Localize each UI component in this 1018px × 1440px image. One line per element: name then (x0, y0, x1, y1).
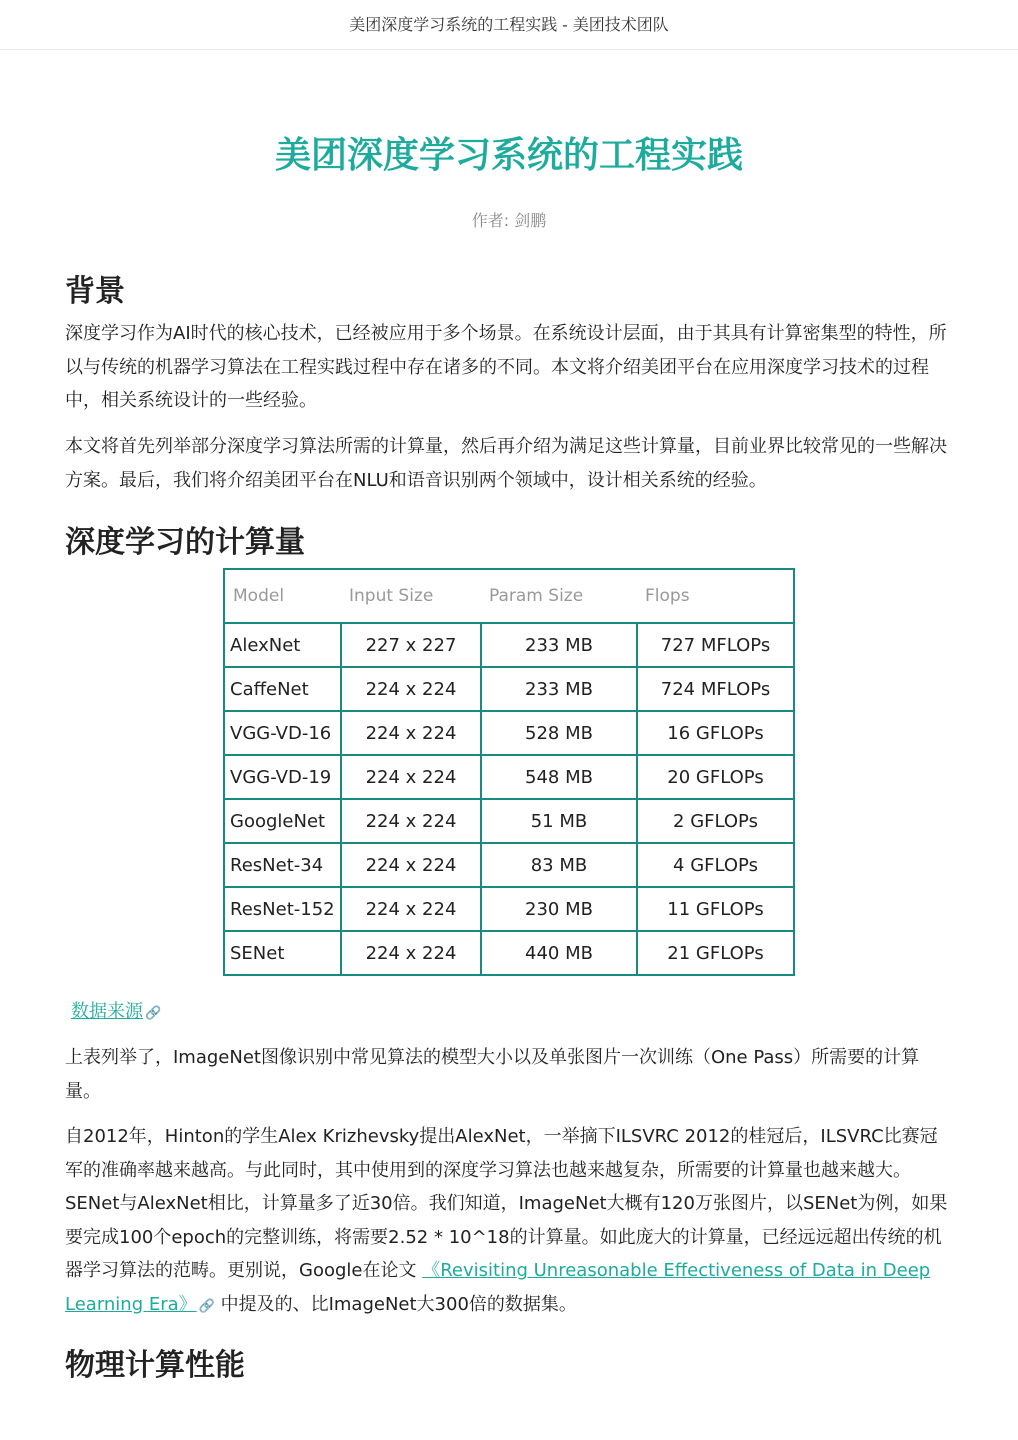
section-heading-background: 背景 (65, 274, 125, 309)
table-cell: 20 GFLOPs (637, 755, 794, 799)
paragraph-background-2: 本文将首先列举部分深度学习算法所需的计算量，然后再介绍为满足这些计算量，目前业界比较常见的一些解决方案。最后，我们将介绍美团平台在NLU和语音识别两个领域中，设计相关系统的经验。 (65, 436, 947, 491)
table-cell: 4 GFLOPs (637, 843, 794, 887)
table-cell: VGG-VD-16 (224, 711, 341, 755)
table-cell: 224 x 224 (341, 667, 481, 711)
table-cell: 440 MB (481, 931, 637, 975)
table-cell: 230 MB (481, 887, 637, 931)
table-row (224, 799, 794, 843)
table-cell: 727 MFLOPs (637, 623, 794, 667)
table-cell: ResNet-34 (224, 843, 341, 887)
table-header-cell: Model (224, 569, 341, 623)
paragraph-compute-2-text: 自2012年，Hinton的学生Alex Krizhevsky提出AlexNet，一举摘下ILSVRC 2012的桂冠后，ILSVRC比赛冠军的准确率越来越高。与此同时，其中使用到的深度学习算法也越来越复杂，所需要的计算量也越来越大。SENet与AlexNet相比，计算量多了近30倍。我们知道，ImageNet大概有120万张图片，以SENet为例，如果要完成100个epoch的完整训练，将需要2.52 * 10^18的计算量。如此庞大的计算量，已经远远超出传统的机器学习算法的范畴。更别说，Google在论文 (65, 1126, 948, 1281)
table-cell: 528 MB (481, 711, 637, 755)
table-cell: 233 MB (481, 667, 637, 711)
table-row (224, 755, 794, 799)
table-cell: 224 x 224 (341, 843, 481, 887)
table-cell: SENet (224, 931, 341, 975)
table-row (224, 667, 794, 711)
article-title: 美团深度学习系统的工程实践 (274, 135, 743, 176)
section-heading-compute: 深度学习的计算量 (65, 525, 305, 560)
paper-link[interactable]: 《Revisiting Unreasonable Effectiveness of Data in Deep Learning Era》 (65, 1260, 931, 1315)
paragraph-compute-2 (65, 1120, 953, 1323)
data-source-link[interactable]: 数据来源 (71, 1001, 143, 1022)
table-cell: 224 x 224 (341, 711, 481, 755)
table-cell: 21 GFLOPs (637, 931, 794, 975)
table-header-cell: Param Size (481, 569, 637, 623)
table-cell: 224 x 224 (341, 755, 481, 799)
paragraph-compute-2-tail: 中提及的、比ImageNet大300倍的数据集。 (214, 1293, 577, 1315)
page-header (0, 0, 1018, 50)
table-cell: 227 x 227 (341, 623, 481, 667)
table-cell: 724 MFLOPs (637, 667, 794, 711)
section-heading-physical: 物理计算性能 (65, 1348, 245, 1383)
table-cell: 83 MB (481, 843, 637, 887)
external-link-icon: 🔗 (145, 1006, 162, 1021)
external-link-icon: 🔗 (198, 1298, 215, 1314)
table-cell: 224 x 224 (341, 799, 481, 843)
table-row (224, 887, 794, 931)
paragraph-compute-1: 上表列举了，ImageNet图像识别中常见算法的模型大小以及单张图片一次训练（One Pass）所需要的计算量。 (65, 1047, 920, 1102)
data-source-line (71, 997, 161, 1023)
table-header-cell: Input Size (341, 569, 481, 623)
table-cell: 16 GFLOPs (637, 711, 794, 755)
table-cell: 51 MB (481, 799, 637, 843)
model-compute-table (223, 568, 795, 976)
table-cell: 2 GFLOPs (637, 799, 794, 843)
table-row (224, 843, 794, 887)
table-row (224, 623, 794, 667)
table-row (224, 711, 794, 755)
table-cell: AlexNet (224, 623, 341, 667)
table-cell: ResNet-152 (224, 887, 341, 931)
table-cell: 224 x 224 (341, 887, 481, 931)
table-cell: GoogleNet (224, 799, 341, 843)
table-cell: CaffeNet (224, 667, 341, 711)
table-header-row (224, 569, 794, 623)
table-header-cell: Flops (637, 569, 794, 623)
table-cell: 224 x 224 (341, 931, 481, 975)
site-title: 美团深度学习系统的工程实践 - 美团技术团队 (349, 15, 669, 34)
table-cell: 11 GFLOPs (637, 887, 794, 931)
table-cell: 233 MB (481, 623, 637, 667)
table-cell: VGG-VD-19 (224, 755, 341, 799)
paragraph-background-1: 深度学习作为AI时代的核心技术，已经被应用于多个场景。在系统设计层面，由于其具有计算密集型的特性，所以与传统的机器学习算法在工程实践过程中存在诸多的不同。本文将介绍美团平台在应用深度学习技术的过程中，相关系统设计的一些经验。 (65, 323, 947, 411)
table-cell: 548 MB (481, 755, 637, 799)
table-row (224, 931, 794, 975)
article-author: 作者: 剑鹏 (471, 211, 547, 230)
